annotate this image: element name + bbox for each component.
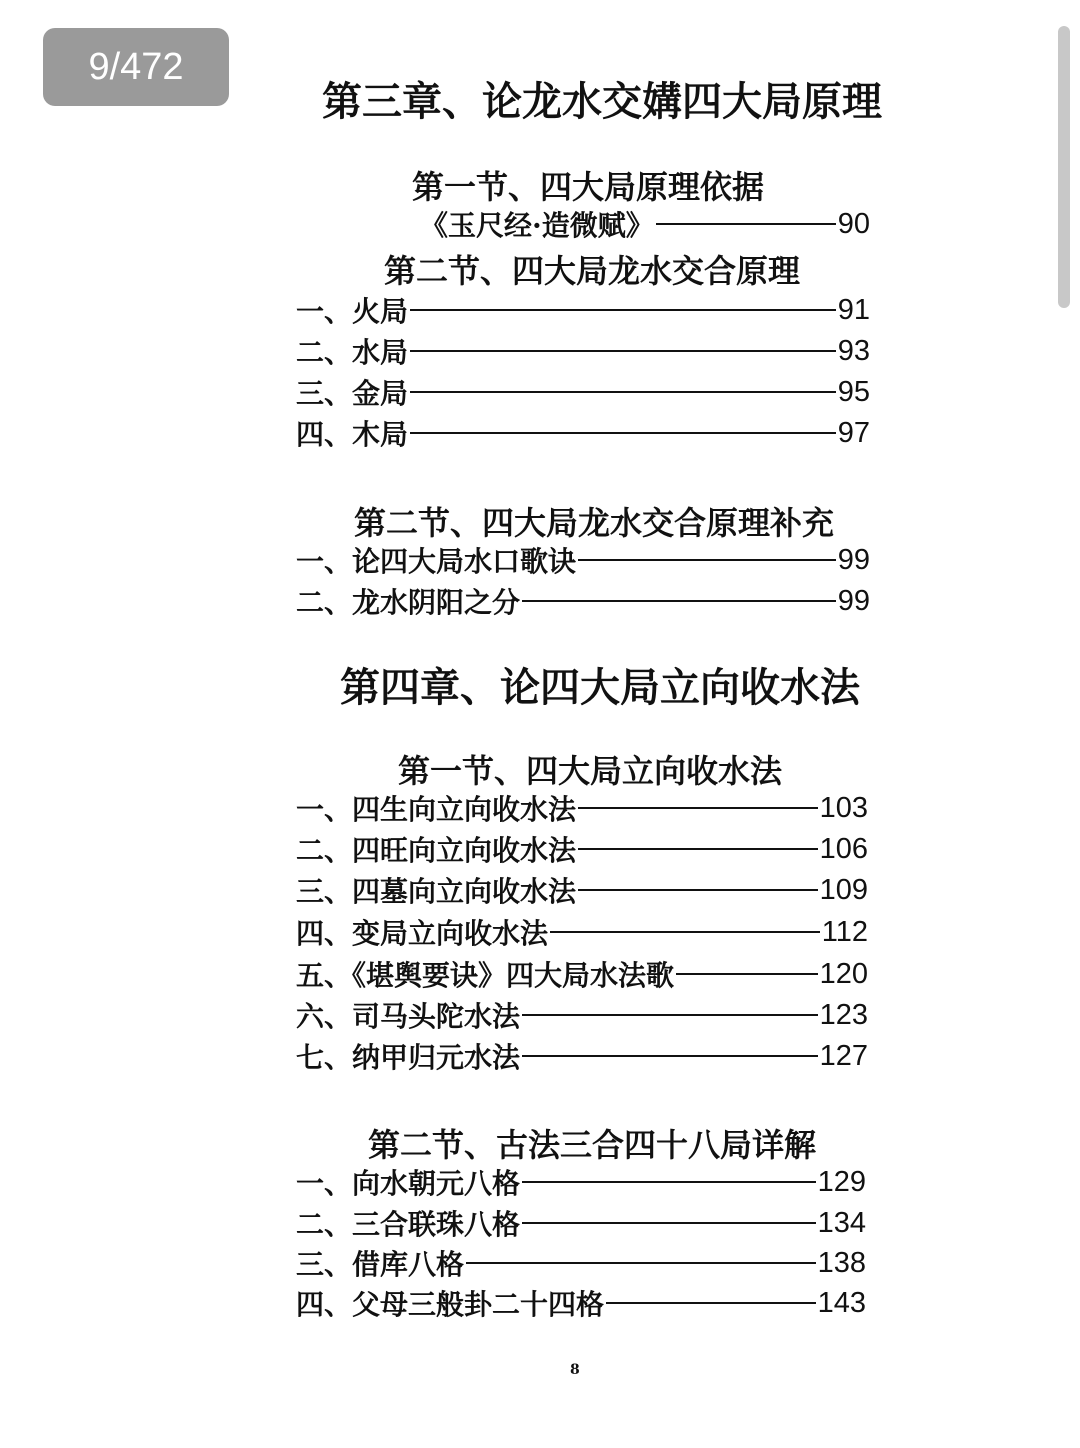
- toc-entry-label: 二、四旺向立向收水法: [296, 834, 577, 867]
- toc-entry[interactable]: [296, 1203, 866, 1243]
- toc-entry[interactable]: [296, 1283, 866, 1323]
- toc-entry-page: 123: [819, 998, 868, 1031]
- leader-line: [522, 600, 836, 602]
- toc-entry[interactable]: [296, 870, 868, 910]
- toc-entry-page: 134: [817, 1206, 866, 1239]
- toc-entry[interactable]: [296, 1162, 866, 1202]
- toc-entry[interactable]: [296, 413, 870, 453]
- toc-entry[interactable]: [296, 581, 870, 621]
- toc-entry[interactable]: [296, 912, 868, 952]
- toc-entry[interactable]: [296, 1243, 866, 1283]
- leader-line: [606, 1302, 816, 1304]
- toc-entry-page: 99: [837, 543, 870, 576]
- toc-entry[interactable]: [420, 204, 870, 244]
- footer-page-number: 8: [570, 1362, 580, 1378]
- toc-entry[interactable]: [296, 788, 868, 828]
- toc-entry[interactable]: [296, 290, 870, 330]
- leader-line: [522, 1222, 816, 1224]
- ch4-section-1-title: 第一节、四大局立向收水法: [398, 752, 783, 790]
- toc-entry-page: 127: [819, 1039, 868, 1072]
- toc-entry-label: 二、水局: [296, 336, 409, 369]
- toc-entry-label: 四、木局: [296, 418, 409, 451]
- leader-line: [522, 1014, 818, 1016]
- toc-entry-label: 三、借库八格: [296, 1248, 465, 1281]
- toc-entry-page: 97: [837, 416, 870, 449]
- page-counter[interactable]: 9/472: [43, 28, 229, 106]
- toc-entry-label: 七、纳甲归元水法: [296, 1041, 521, 1074]
- toc-entry-label: 四、父母三般卦二十四格: [296, 1288, 605, 1321]
- toc-entry-page: 93: [837, 334, 870, 367]
- toc-entry-page: 143: [817, 1286, 866, 1319]
- leader-line: [410, 350, 836, 352]
- leader-line: [410, 309, 836, 311]
- toc-entry-page: 129: [817, 1165, 866, 1198]
- ch3-section-1-title: 第一节、四大局原理依据: [412, 168, 765, 206]
- toc-entry-page: 120: [819, 957, 868, 990]
- toc-entry-label: 一、论四大局水口歌诀: [296, 545, 577, 578]
- leader-line: [466, 1262, 816, 1264]
- toc-entry-page: 106: [819, 832, 868, 865]
- toc-entry[interactable]: [296, 829, 868, 869]
- leader-line: [676, 973, 818, 975]
- toc-entry-page: 99: [837, 584, 870, 617]
- toc-entry-page: 95: [837, 375, 870, 408]
- toc-entry-label: 三、四墓向立向收水法: [296, 875, 577, 908]
- toc-entry-label: 三、金局: [296, 377, 409, 410]
- ch3-section-2-title: 第二节、四大局龙水交合原理: [384, 252, 801, 290]
- toc-entry-label: 五、《堪舆要诀》四大局水法歌: [296, 959, 675, 992]
- leader-line: [578, 848, 818, 850]
- toc-entry-label: 一、火局: [296, 295, 409, 328]
- leader-line: [410, 432, 836, 434]
- toc-entry[interactable]: [296, 540, 870, 580]
- toc-entry[interactable]: [296, 372, 870, 412]
- toc-entry-label: 《玉尺经·造微赋》: [420, 209, 654, 242]
- leader-line: [656, 223, 836, 225]
- toc-entry-page: 103: [819, 791, 868, 824]
- toc-entry[interactable]: [296, 995, 868, 1035]
- toc-entry-label: 二、三合联珠八格: [296, 1208, 521, 1241]
- toc-entry-page: 112: [821, 915, 868, 948]
- leader-line: [578, 559, 836, 561]
- toc-entry-page: 90: [837, 207, 870, 240]
- toc-entry-page: 91: [837, 293, 870, 326]
- toc-entry-label: 一、四生向立向收水法: [296, 793, 577, 826]
- leader-line: [550, 931, 820, 933]
- toc-entry[interactable]: [296, 954, 868, 994]
- toc-entry-label: 一、向水朝元八格: [296, 1167, 521, 1200]
- leader-line: [578, 807, 818, 809]
- chapter-4-title: 第四章、论四大局立向收水法: [340, 665, 860, 711]
- toc-entry-page: 138: [817, 1246, 866, 1279]
- leader-line: [410, 391, 836, 393]
- toc-entry[interactable]: [296, 331, 870, 371]
- leader-line: [522, 1181, 816, 1183]
- leader-line: [578, 889, 818, 891]
- chapter-3-title: 第三章、论龙水交媾四大局原理: [322, 79, 882, 125]
- toc-entry-label: 六、司马头陀水法: [296, 1000, 521, 1033]
- toc-entry[interactable]: [296, 1036, 868, 1076]
- ch4-section-2-title: 第二节、古法三合四十八局详解: [368, 1126, 817, 1164]
- toc-entry-label: 四、变局立向收水法: [296, 917, 549, 950]
- toc-entry-label: 二、龙水阴阳之分: [296, 586, 521, 619]
- scrollbar-thumb[interactable]: [1058, 26, 1070, 308]
- ch3-section-3-title: 第二节、四大局龙水交合原理补充: [354, 504, 835, 542]
- toc-entry-page: 109: [819, 873, 868, 906]
- leader-line: [522, 1055, 818, 1057]
